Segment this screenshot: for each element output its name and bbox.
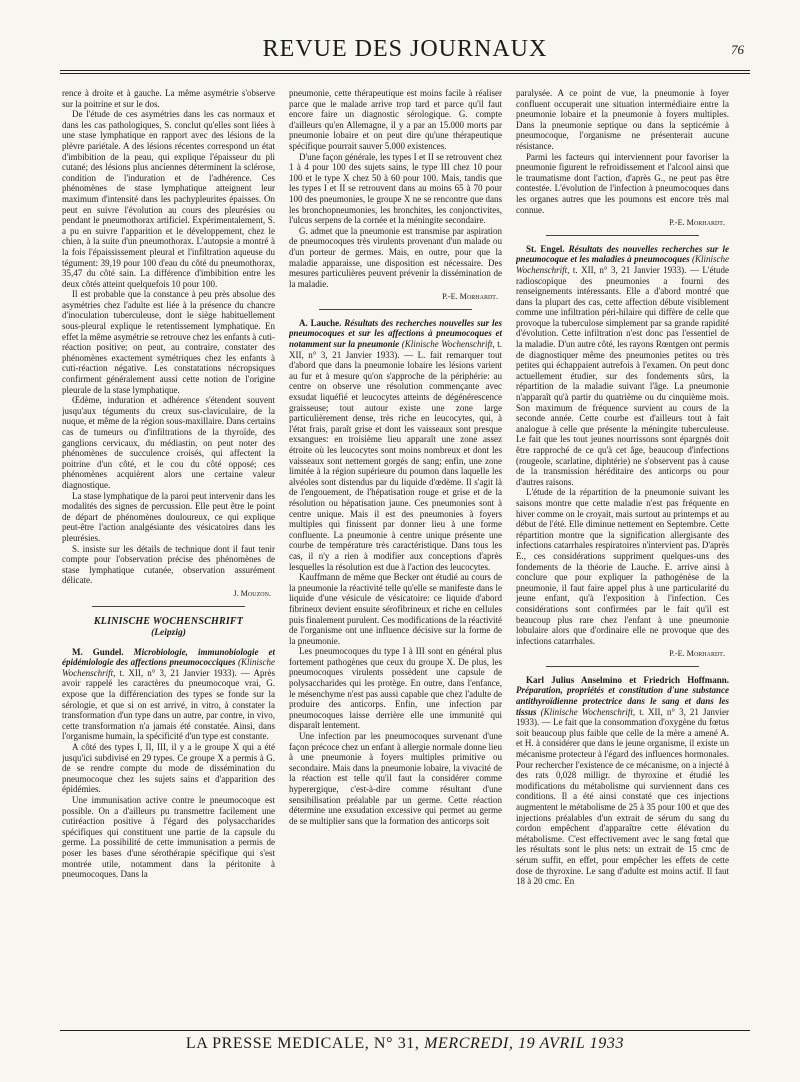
section-rule (546, 235, 699, 236)
article-author: M. Gundel. (72, 646, 124, 657)
paragraph: rence à droite et à gauche. La même asymétrie s'observe sur la poitrine et sur le dos. (62, 88, 275, 109)
page-header (60, 30, 750, 80)
column-1 (62, 88, 275, 1023)
paragraph: Une immunisation active contre le pneumocoque est possible. On a d'ailleurs pu transmettre facilement une cutiréaction positive à l'égard des polysaccharides spécifiques qui constituent une partie de la capsule du germe. La possibilité de cette immunisation a permis de poser les bases d'une sérothérapie spécifique qui s'est montrée utile, notamment dans la péritonite à pneumocoques. Dans la (62, 795, 275, 880)
article-body: t. XII, n° 3, 21 Janvier 1933). — L'étude radioscopique des pneumonies a fourni des renseignements intéressants. Elle a d'abord montré que dans la plupart des cas, cette affection débute visiblement comme une infiltration péri-hilaire qui diffère de celle que provoque la tuberculose simplement par sa grande rapidité d'évolution. Cette infiltration n'est donc pas l'essentiel de la maladie. D'un autre côté, les rayons Rœntgen ont permis de diagnostiquer même des pneumonies petites ou très petites qui échappaient autrefois à l'examen. On peut donc actuellement étudier, sur des fondements sûrs, la répartition de la maladie suivant l'âge. La pneumonie n'apparaît qu'à partir du quatrième ou du cinquième mois. Son maximum de fréquence survient au cours de la seconde année. Cette courbe est d'ailleurs tout à fait analogue à celle que présente la méningite tuberculeuse. Le fait que les tout jeunes nourrissons sont épargnés doit être rapproché de ce qu'à cet âge, beaucoup d'infections (rougeole, scarlatine, diphtérie) ne s'observent pas à cause de la transmission héréditaire des anticorps ou pour d'autres raisons. (516, 264, 729, 487)
paragraph: La stase lymphatique de la paroi peut intervenir dans les modalités des signes de percussion. Elle peut être le point de départ de phénomènes douloureux, ce qui explique peut-être l'action analgésiante des vésicatoires dans les pleurésies. (62, 490, 275, 543)
article-journal: (Klinische Wochenschrift, (540, 706, 636, 717)
text-columns (62, 88, 730, 1023)
article-title: Résultats des nouvelles recherches sur le pneumocoque et les maladies à pneumocoques (516, 243, 729, 265)
paragraph: pneumonie, cette thérapeutique est moins facile à réaliser parce que le malade arrive trop tard et parce qu'il faut encore faire un diagnostic sérologique. G. compte d'ailleurs qu'en Allemagne, il y a par an 15.000 morts par pneumonie lobaire et on peut dire qu'une thérapeutique spécifique pourrait sauver 5.000 existences. (289, 88, 502, 151)
article-journal: (Klinische Wochenschrift, (516, 254, 729, 275)
paragraph: paralysée. A ce point de vue, la pneumonie à foyer confluent occuperait une situation intermédiaire entre la pneumonie lobaire et la pneumonie à foyers multiples. Dans la pneumonie septique ou dans la septicémie à pneumocoque, l'organisme ne présenterait aucune résistance. (516, 88, 729, 151)
footer-date: MERCREDI, 19 AVRIL 1933 (424, 1035, 625, 1052)
paragraph: De l'étude de ces asymétries dans les cas normaux et dans les cas pathologiques, S. conclut qu'elles sont liées à une stase lymphatique en rapport avec des lésions de la plèvre pariétale. A des lésions récentes correspond un état d'imbibition de la peau, qui explique l'épaisseur du pli cutané; des lésions plus anciennes déterminent la sclérose, condition de l'induration et de l'adhérence. Ces phénomènes de stase lymphatique atteignent leur maximum d'intensité dans les pachypleurites épaisses. On peut en suivre l'évolution au cours des pleurésies ou pendant le pneumothorax artificiel. Expérimentalement, S. a pu en suivre l'apparition et le développement, chez le chien, à la suite d'un pneumothorax. L'autopsie a montré à la fois l'épaississement pleural et l'infiltration aqueuse du tégument: 39,19 pour 100 d'eau du côté du pneumothorax, 35,47 du côté sain. La différence d'imbibition entre les deux côtés atteint quelquefois 10 pour 100. (62, 109, 275, 289)
article-author: Karl Julius Anselmino et Friedrich Hoffmann. (526, 674, 729, 685)
section-rule (319, 309, 472, 310)
section-title: KLINISCHE WOCHENSCHRIFT (93, 615, 244, 627)
header-rule (60, 70, 750, 74)
article-body: t. XII, n° 3, 21 Janvier 1933). — L. fait remarquer tout d'abord que dans la pneumonie lobaire les lésions varient au fur et à mesure qu'on s'approche de la périphérie: au centre on observe une résolution commençante avec exsudat liquéfié et leucocytes atteints de dégénérescence graisseuse; tout autour existe une zone large particulièrement dense, très riche en leucocytes, qui, à l'état frais, paraît grise et dont les vaisseaux sont presque exsangues: en troisième lieu apparaît une zone assez étroite où les leucocytes sont moins nombreux et dont les vaisseaux sont nettement gorgés de sang; enfin, une zone limitée à la région supérieure du poumon dans laquelle les alvéoles sont distendus par du liquide d'œdème. Il s'agit là de l'engouement, de l'hépatisation rouge et grise et de la résolution ou hépatisation jaune. Ces pneumonies sont à centre unique. Mais il est des pneumonies à foyers multiples qui finissent par donner lieu à une forme confluente. La pneumonie à centre unique présente une courbe de température très caractéristique. Dans tous les cas, il n'y a rien à modifier aux conceptions d'après lesquelles la résolution est due à l'action des leucocytes. (289, 339, 502, 572)
column-3 (516, 88, 729, 1023)
article-title: Microbiologie, immunobiologie et épidémiologie des affections pneumococciques (62, 646, 275, 668)
paragraph: Il est probable que la constance à peu près absolue des asymétries chez l'adulte est liée à la présence du chancre d'inoculation tuberculeuse, dont le siège habituellement sous-pleural explique le retentissement lymphatique. En effet la même asymétrie se retrouve chez les enfants à cuti-réaction positive; on peut, au contraire, constater des phénomènes exactement symétriques chez les enfants à cuti-réaction négative. Les constatations nécropsiques confirment généralement aussi cette notion de l'origine pleurale de la stase lymphatique. (62, 289, 275, 395)
article-body: t. XII, n° 3, 21 Janvier 1933). — Après avoir rappelé les caractères du pneumocoque vrai, G. expose que la différenciation des types se fonde sur la sérologie, et que si on est arrivé, in vitro, à constater la transformation d'un type dans un autre, par contre, in vivo, cette transformation n'a jamais été constatée. Ainsi, dans l'organisme humain, la spécificité d'un type est constante. (62, 667, 275, 742)
signature: P.-E. Morhardt. (442, 292, 498, 302)
article-journal: (Klinische Wochenschrift, (401, 339, 495, 350)
footer-line (60, 1035, 750, 1053)
column-2 (289, 88, 502, 1023)
paragraph: A côté des types I, II, III, il y a le groupe X qui a été jusqu'ici subdivisé en 29 types. Ce groupe X a permis à G. de se rendre compte du mode de dissémination du pneumocoque chez les sujets sains et d'apparition des épidémies. (62, 742, 275, 795)
article-anselmino (516, 675, 729, 887)
paragraph: L'étude de la répartition de la pneumonie suivant les saisons montre que cette maladie n'est pas fréquente en hiver comme on le croyait, mais surtout au printemps et au début de l'été. Elle diminue nettement en Septembre. Cette répartition montre que la signification allergisante des infections catarrhales respiratoires n'intervient pas. D'après E., ces considérations suppriment quelques-uns des fondements de la théorie de Lauche. E. arrive ainsi à conclure que pour expliquer la pathogénèse de la pneumonie, il faut faire appel plus à une particularité du jeune enfant, qu'à l'exposition à l'infection. Ces considérations sont confirmées par le fait qu'il est beaucoup plus rare chez l'enfant à une pneumonie lobulaire alors que d'ordinaire elle ne provoque que des infections catarrhales. (516, 487, 729, 646)
paragraph: Parmi les facteurs qui interviennent pour favoriser la pneumonie figurent le refroidissement et l'alcool ainsi que le traumatisme dont l'action, d'après G., ne peut pas être contestée. L'évolution de l'infection à pneumocoques dans les organes autres que les poumons est encore très mal connue. (516, 151, 729, 215)
article-journal: (Klinische Wochenschrift, (62, 657, 275, 678)
section-city: (Leipzig) (151, 628, 186, 639)
paragraph: Kauffmann de même que Becker ont étudié au cours de la pneumonie la réactivité telle qu'elle se manifeste dans le liquide d'une vésicule de vésicatoire: ce liquide d'abord fibrineux devient ensuite sérofibrineux et riche en cellules puis finalement purulent. Ces modifications de la réactivité de l'organisme ont une influence décisive sur la forme de la pneumonie. (289, 572, 502, 646)
paragraph: G. admet que la pneumonie est transmise par aspiration de pneumocoques très virulents provenant d'un malade ou d'un porteur de germes. Mais, en outre, pour que la maladie apparaisse, une disposition est nécessaire. Des mesures particulières peuvent prévenir la dissémination de la maladie. (289, 225, 502, 289)
article-author: A. Lauche. (299, 317, 342, 328)
article-body: t. XII, n° 3, 21 Janvier 1933). — Le fait que la consommation d'oxygène du fœtus soit beaucoup plus faible que celle de la mère a amené A. et H. à considérer que dans le jeune organisme, il existe un mécanisme protecteur à l'égard des influences hormonales. Pour rechercher l'existence de ce mécanisme, on a injecté à des rats 0,028 milligr. de thyroxine et étudié les modifications du métabolisme qui surviennent dans ces conditions. Il a été ainsi constaté que ces injections augmentent le métabolisme de 25 à 35 pour 100 et que des injections préalables d'un extrait de sérum du sang du cordon empêchent d'apparaître cette élévation du métabolisme. C'est effectivement avec le sang fœtal que les résultats sont le plus nets: un extrait de 15 cmc de sérum suffit, en effet, pour empêcher les effets de cette dose de thyroxine. Le sang d'adulte est moins actif. Il faut 18 à 20 cmc. En (516, 706, 729, 887)
signature: P.-E. Morhardt. (669, 649, 725, 659)
paragraph: D'une façon générale, les types I et II se retrouvent chez 1 à 4 pour 100 des sujets sains, le type III chez 10 pour 100 et le type X chez 50 à 60 pour 100. Mais, tandis que les types I et II se retrouvent dans au moins 65 à 70 pour 100 des pneumonies, le groupe X ne se rencontre que dans les bronchopneumonies, les bronchites, les conjonctivites, l'ulcus serpens de la cornée et la méningite secondaire. (289, 151, 502, 226)
paragraph: Les pneumocoques du type I à III sont en général plus fortement pathogènes que ceux du groupe X. De plus, les pneumocoques virulents possèdent une capsule de polysaccharides qui les protège. En outre, dans l'enfance, le mésenchyme n'est pas aussi capable que chez l'adulte de produire des anticorps. Enfin, une infection par pneumocoques laisse derrière elle une immunité qui disparaît lentement. (289, 646, 502, 731)
section-rule (92, 606, 245, 607)
article-gundel (62, 647, 275, 742)
article-title: Résultats des recherches nouvelles sur les pneumocoques et sur les affections à pneumocoques et notamment sur la pneumonie (289, 317, 502, 350)
article-author: St. Engel. (526, 243, 565, 254)
signature: P.-E. Morhardt. (669, 218, 725, 228)
footer-rule (60, 1030, 750, 1031)
section-rule (546, 666, 699, 667)
signature: J. Mouzon. (233, 588, 271, 598)
article-title: Préparation, propriétés et constitution d'une substance antithyroïdienne protectrice dans le sang et dans les tissus (516, 685, 729, 717)
page-footer (60, 1030, 750, 1060)
running-title: REVUE DES JOURNAUX (262, 36, 548, 62)
paragraph: S. insiste sur les détails de technique dont il faut tenir compte pour l'observation précise des phénomènes de stase lymphatique cutanée, observation assurément délicate. (62, 543, 275, 586)
paragraph: Une infection par les pneumocoques survenant d'une façon précoce chez un enfant à allergie normale donne lieu à une pneumonie à foyers multiples primitive ou secondaire. Mais dans la pneumonie lobaire, la vivacité de la réaction est telle qu'il faut la considérer comme hyperergique, c'est-à-dire comme résultant d'une sensibilisation préalable par un germe. Cette réaction détermine une exsudation excessive qui permet au germe de se multiplier sans que la formation des anticorps soit (289, 731, 502, 826)
article-engel (516, 244, 729, 488)
paragraph: Œdème, induration et adhérence s'étendent souvent jusqu'aux téguments du creux sus-claviculaire, de la nuque, et même de la région sous-maxillaire. Dans certains cas de tumeurs ou d'infiltrations de la thyroïde, des ganglions cervicaux, du médiastin, on peut noter des phénomènes de succulence croisés, qui affectent la poitrine d'un côté, et le cou du côté opposé; ces phénomènes acquièrent alors une certaine valeur diagnostique. (62, 395, 275, 490)
footer-journal: LA PRESSE MEDICALE, N° 31, (185, 1035, 420, 1052)
page-number: 76 (731, 42, 744, 57)
article-lauche (289, 318, 502, 572)
